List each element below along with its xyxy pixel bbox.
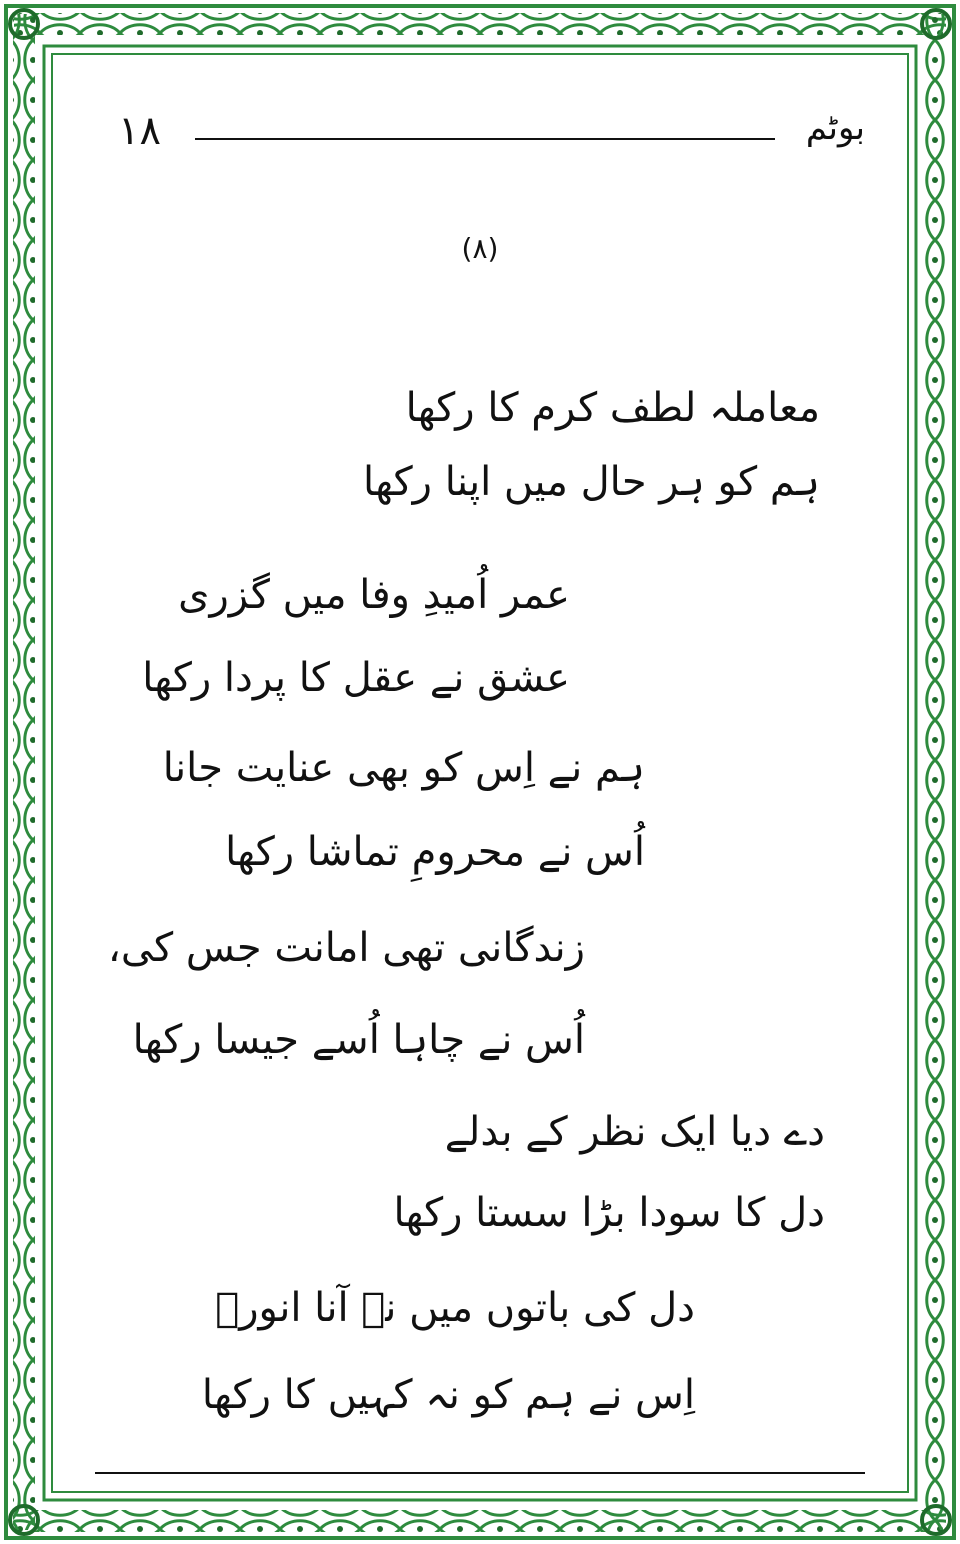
- verse-line: عشق نے عقل کا پردا رکھا: [142, 655, 570, 701]
- verse-line: اِس نے ہم کو نہ کہیں کا رکھا: [201, 1372, 695, 1418]
- verse-line: ہم کو ہر حال میں اپنا رکھا: [363, 459, 820, 505]
- verse-line: معاملہ لطف کرم کا رکھا: [405, 385, 820, 431]
- poem-number: (۸): [461, 232, 499, 265]
- page-header: [110, 108, 865, 158]
- running-head: بوٹم: [805, 108, 865, 148]
- verse-line: دل کا سودا بڑا سستا رکھا: [393, 1190, 825, 1236]
- verse-line: ہم نے اِس کو بھی عنایت جانا: [162, 745, 645, 791]
- verse-line: دے دیا ایک نظر کے بدلے: [444, 1109, 825, 1155]
- verse-line: اُس نے چاہا اُسے جیسا رکھا: [132, 1017, 585, 1063]
- verse-line: دل کی باتوں میں نہ آنا انورؔ: [215, 1285, 695, 1331]
- verse-line: عمر اُمیدِ وفا میں گزری: [178, 572, 570, 618]
- page-number: ۱۸: [118, 108, 161, 154]
- verse-line: زندگانی تھی امانت جس کی،: [107, 925, 585, 971]
- verse-line: اُس نے محرومِ تماشا رکھا: [225, 829, 645, 875]
- header-rule: [195, 138, 775, 140]
- footer-rule: [95, 1472, 865, 1474]
